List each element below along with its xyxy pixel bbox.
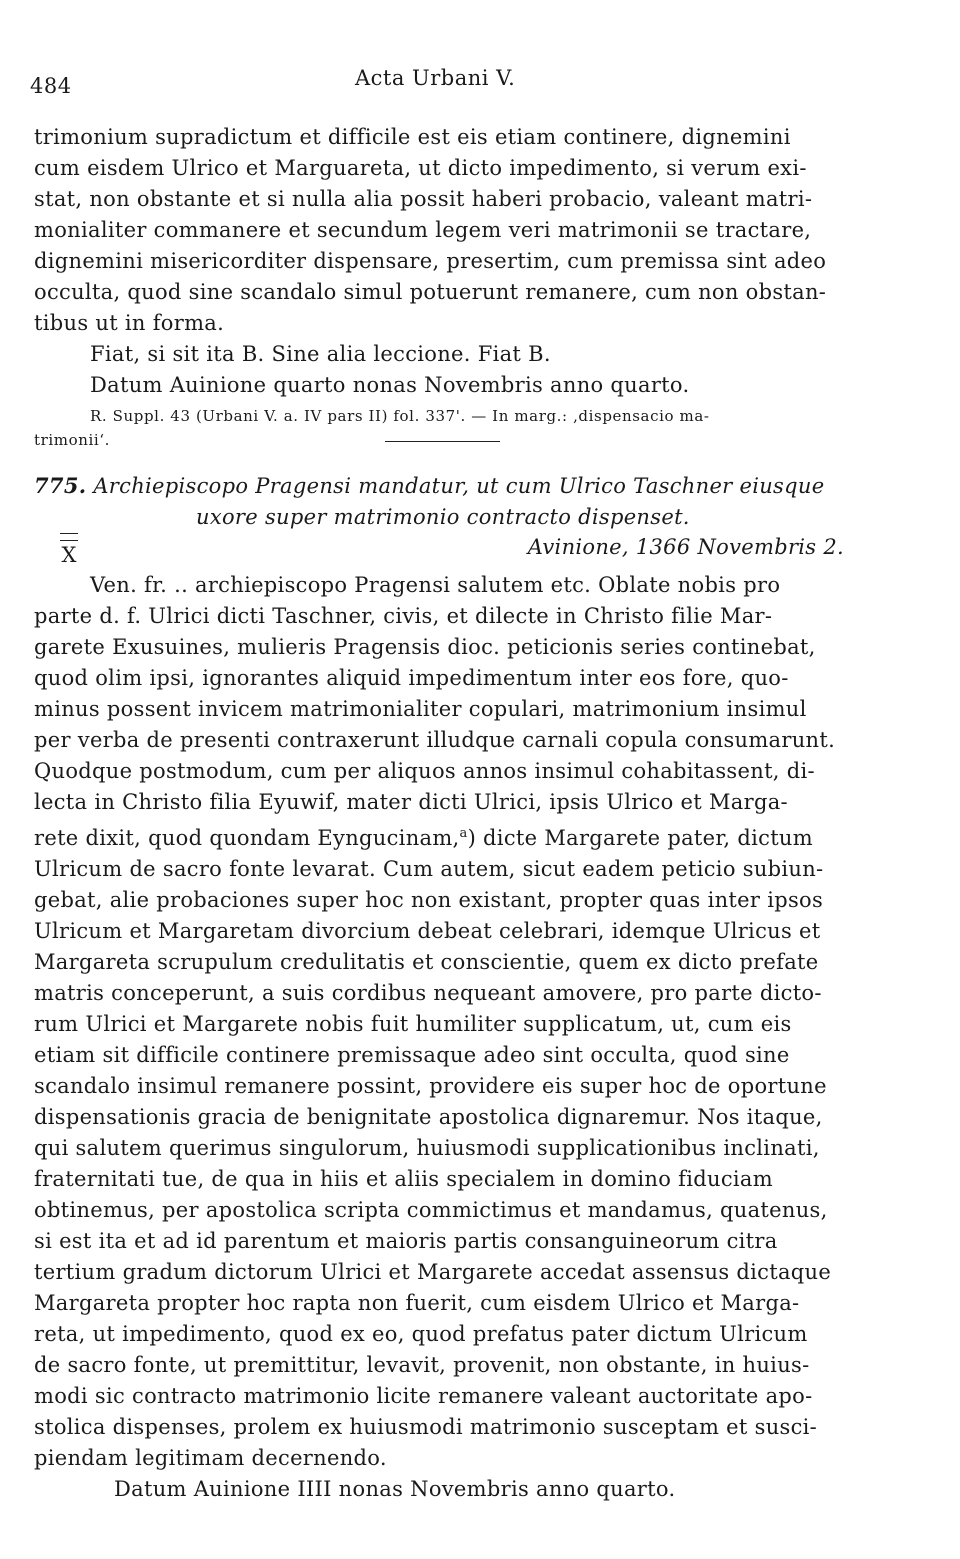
text-line: monialiter commanere et secundum legem veri matrimonii se tractare, xyxy=(34,218,812,242)
text-line: dignemini misericorditer dispensare, presertim, cum premissa sint adeo xyxy=(34,249,827,273)
text-line: modi sic contracto matrimonio licite remanere valeant auctoritate apo- xyxy=(34,1384,813,1408)
text-line: piendam legitimam decernendo. xyxy=(34,1446,387,1470)
text-line xyxy=(34,818,914,854)
footnote-line: trimonii‘. xyxy=(34,431,111,449)
text-line: Quodque postmodum, cum per aliquos annos insimul cohabitassent, di- xyxy=(34,759,815,783)
text-line: trimonium supradictum et difficile est eis etiam continere, dignemini xyxy=(34,125,791,149)
text-line: lecta in Christo filia Eyuwif, mater dicti Ulrici, ipsis Ulrico et Marga- xyxy=(34,790,788,814)
text-line: Ulricum et Margaretam divorcium debeat celebrari, idemque Ulricus et xyxy=(34,919,821,943)
text-line: Ulricum de sacro fonte levarat. Cum autem, sicut eadem peticio subiun- xyxy=(34,857,824,881)
text-line: si est ita et ad id parentum et maioris partis consanguineorum citra xyxy=(34,1229,778,1253)
footnote-line: R. Suppl. 43 (Urbani V. a. IV pars II) fol. 337'. — In marg.: ‚dispensacio ma- xyxy=(90,407,710,425)
entry-title-line xyxy=(34,470,924,502)
text-line: matris conceperunt, a suis cordibus nequeant amovere, pro parte dicto- xyxy=(34,981,822,1005)
text-line: minus possent invicem matrimonialiter copulari, matrimonium insimul xyxy=(34,697,807,721)
datum-line: Datum Auinione IIII nonas Novembris anno quarto. xyxy=(114,1477,676,1501)
previous-entry xyxy=(34,122,914,449)
text-line: Ven. fr. .. archiepiscopo Pragensi salutem etc. Oblate nobis pro xyxy=(90,573,781,597)
entry-title-line-2: uxore super matrimonio contracto dispenset. xyxy=(196,505,690,529)
tax-bars-icon xyxy=(60,533,78,541)
text-line: garete Exusuines, mulieris Pragensis dioc. peticionis series continebat, xyxy=(34,635,816,659)
separator-rule xyxy=(385,441,500,442)
text-line: stolica dispenses, prolem ex huiusmodi matrimonio susceptam et susci- xyxy=(34,1415,818,1439)
text-line: stat, non obstante et si nulla alia possit haberi probacio, valeant matri- xyxy=(34,187,813,211)
fiat-line: Fiat, si sit ita B. Sine alia leccione. Fiat B. xyxy=(90,342,551,366)
text-line: occulta, quod sine scandalo simul potuerunt remanere, cum non obstan- xyxy=(34,280,827,304)
text-line: Margareta propter hoc rapta non fuerit, cum eisdem Ulrico et Marga- xyxy=(34,1291,800,1315)
running-title: Acta Urbani V. xyxy=(355,66,516,90)
text-line: reta, ut impedimento, quod ex eo, quod prefatus pater dictum Ulricum xyxy=(34,1322,808,1346)
entry-number: 775. xyxy=(34,473,87,498)
date-line xyxy=(34,533,924,567)
entry-date: Avinione, 1366 Novembris 2. xyxy=(527,535,844,559)
text-line: per verba de presenti contraxerunt illudque carnali copula consumarunt. xyxy=(34,728,836,752)
text-line: cum eisdem Ulrico et Marguareta, ut dicto impedimento, si verum exi- xyxy=(34,156,807,180)
text-line: etiam sit difficile continere premissaque adeo sint occulta, quod sine xyxy=(34,1043,790,1067)
text-line: quod olim ipsi, ignorantes aliquid impedimentum inter eos fore, quo- xyxy=(34,666,789,690)
text-line: tibus ut in forma. xyxy=(34,311,225,335)
text-line: de sacro fonte, ut premittitur, levavit, provenit, non obstante, in huius- xyxy=(34,1353,810,1377)
entry-body xyxy=(34,570,914,1505)
text-fragment: rete dixit, quod quondam Eyngucinam, xyxy=(34,826,460,850)
text-line: gebat, alie probaciones super hoc non existant, propter quas inter ipsos xyxy=(34,888,824,912)
text-line: Margareta scrupulum credulitatis et conscientie, quem ex dicto prefate xyxy=(34,950,819,974)
text-line: rum Ulrici et Margarete nobis fuit humiliter supplicatum, ut, cum eis xyxy=(34,1012,792,1036)
footnote-marker: a xyxy=(459,826,468,841)
entry-heading xyxy=(34,470,924,567)
entry-title: Archiepiscopo Pragensi mandatur, ut cum Ulrico Taschner eiusque xyxy=(93,474,825,498)
text-line: parte d. f. Ulrici dicti Taschner, civis, et dilecte in Christo filie Mar- xyxy=(34,604,773,628)
datum-line: Datum Auinione quarto nonas Novembris anno quarto. xyxy=(90,373,690,397)
text-line: qui salutem querimus singulorum, huiusmodi supplicationibus inclinati, xyxy=(34,1136,820,1160)
text-line: dispensationis gracia de benignitate apostolica dignaremur. Nos itaque, xyxy=(34,1105,823,1129)
text-line: tertium gradum dictorum Ulrici et Margarete accedat assensus dictaque xyxy=(34,1260,832,1284)
tax-mark-letter: X xyxy=(61,543,77,567)
text-line: obtinemus, per apostolica scripta commictimus et mandamus, quatenus, xyxy=(34,1198,828,1222)
text-fragment: ) dicte Margarete pater, dictum xyxy=(467,826,813,850)
page-number: 484 xyxy=(30,74,72,98)
text-line: scandalo insimul remanere possint, providere eis super hoc de oportune xyxy=(34,1074,827,1098)
text-line: fraternitati tue, de qua in hiis et aliis specialem in domino fiduciam xyxy=(34,1167,773,1191)
tax-mark xyxy=(58,533,80,567)
